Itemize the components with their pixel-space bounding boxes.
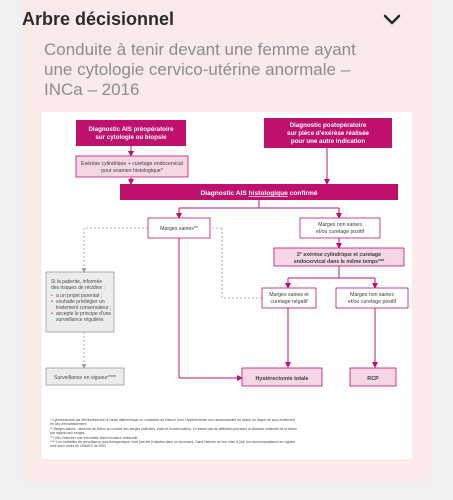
bullet-icon: • — [51, 293, 53, 299]
svg-text:Exérèse cylindrique + curetage: Exérèse cylindrique + curetage endocervical — [81, 161, 183, 167]
svg-text:Diagnostic postopératoire: Diagnostic postopératoire — [289, 122, 367, 129]
svg-text:Marges saines**: Marges saines** — [160, 226, 198, 232]
box-ais-confirmed — [120, 184, 398, 200]
svg-text:des risques de récidive :: des risques de récidive : — [51, 285, 105, 291]
footnote-line: en cas d'envahissement. — [50, 422, 88, 427]
svg-text:Surveillance en vigueur****: Surveillance en vigueur**** — [54, 375, 116, 381]
diagram-caption: Conduite à tenir devant une femme ayant une cytologie cervico-utérine anormale – INCa – 2016 — [44, 40, 356, 99]
svg-text:surveillance régulière.: surveillance régulière. — [56, 317, 105, 323]
box-hysterectomie-totale — [242, 368, 322, 386]
footnote-line: sont deux celles de l'ANAES de 2002. — [50, 444, 108, 449]
svg-text:pour examen histologique*: pour examen histologique* — [101, 168, 163, 174]
svg-text:endocervical dans le même temp: endocervical dans le même temps*** — [293, 259, 385, 265]
svg-text:Si la patiente, informée: Si la patiente, informée — [51, 279, 103, 285]
chevron-down-icon[interactable] — [381, 9, 403, 31]
patient-conditions-note — [46, 272, 114, 332]
diagram-footnotes — [50, 418, 404, 449]
svg-text:et/ou curetage positif: et/ou curetage positif — [347, 299, 397, 305]
box-surveillance — [46, 368, 124, 385]
box-rcp — [350, 368, 396, 386]
footnote-line: par rapport aux berges. — [50, 431, 86, 436]
svg-text:Hystérectomie totale: Hystérectomie totale — [255, 376, 309, 382]
bullet-icon: • — [51, 311, 53, 317]
box-preop-diagnosis — [76, 120, 186, 146]
svg-text:RCP: RCP — [367, 376, 379, 382]
svg-text:a un projet parental ;: a un projet parental ; — [56, 293, 102, 299]
footnote-line: * Cylindrectomie par électrorésection à l'anse diathermique ou conisation au bistouri froid. Hystérectomie non recommandée en raison du risque de sous-traitement — [50, 418, 296, 422]
svg-text:Marges non saines: Marges non saines — [350, 292, 394, 298]
svg-text:sur cytologie ou biopsie: sur cytologie ou biopsie — [95, 134, 167, 141]
decision-tree-diagram — [42, 112, 412, 459]
box-marges-non-saines — [300, 218, 380, 238]
box-second-exerese — [274, 248, 404, 266]
svg-text:2° exérèse cylindrique et cure: 2° exérèse cylindrique et curetage — [297, 252, 381, 258]
svg-text:souhaite privilégier un: souhaite privilégier un — [56, 299, 105, 305]
decision-tree-header[interactable] — [22, 7, 403, 33]
svg-text:sur pièce d'exérèse réalisée: sur pièce d'exérèse réalisée — [287, 130, 369, 137]
svg-text:accepte le principe d'une: accepte le principe d'une — [56, 311, 112, 317]
box-marges-saines — [148, 218, 210, 238]
footnote-line: ** Marges saines : absence de lésion au contact des berges (latérales, endo et exocervicales). Il n'existe pas de définition précisant la distance minimale de la lésion — [50, 426, 297, 431]
svg-text:Marges saines et: Marges saines et — [269, 292, 309, 298]
box-postop-diagnosis — [264, 118, 392, 148]
section-title: Arbre décisionnel — [22, 9, 175, 29]
footnote-line: *** Afin d'éliminer une éventuelle lésion invasive résiduelle. — [50, 435, 139, 440]
svg-text:Diagnostic AIS préopératoire: Diagnostic AIS préopératoire — [88, 126, 174, 133]
svg-text:curetage négatif: curetage négatif — [270, 299, 308, 305]
svg-text:Marges non saines: Marges non saines — [318, 222, 362, 228]
footnote-line: **** Les modalités de surveillance post-thérapeutique n'ont pas été évaluées dans ce document. Dans l'attente de leur mise à jour, les recommandations en vigueur — [50, 440, 296, 445]
bullet-icon: • — [51, 299, 53, 305]
box-marges-saines-curetage-negatif — [262, 288, 316, 308]
svg-text:pour une autre indication: pour une autre indication — [290, 138, 366, 145]
svg-text:traitement conservateur ;: traitement conservateur ; — [56, 305, 112, 311]
box-marges-non-saines-curetage-positif — [336, 288, 408, 308]
box-exerese — [76, 156, 188, 177]
svg-text:et/ou curetage positif: et/ou curetage positif — [315, 229, 365, 235]
svg-text:Diagnostic AIS histologique co: Diagnostic AIS histologique confirmé — [200, 190, 318, 197]
